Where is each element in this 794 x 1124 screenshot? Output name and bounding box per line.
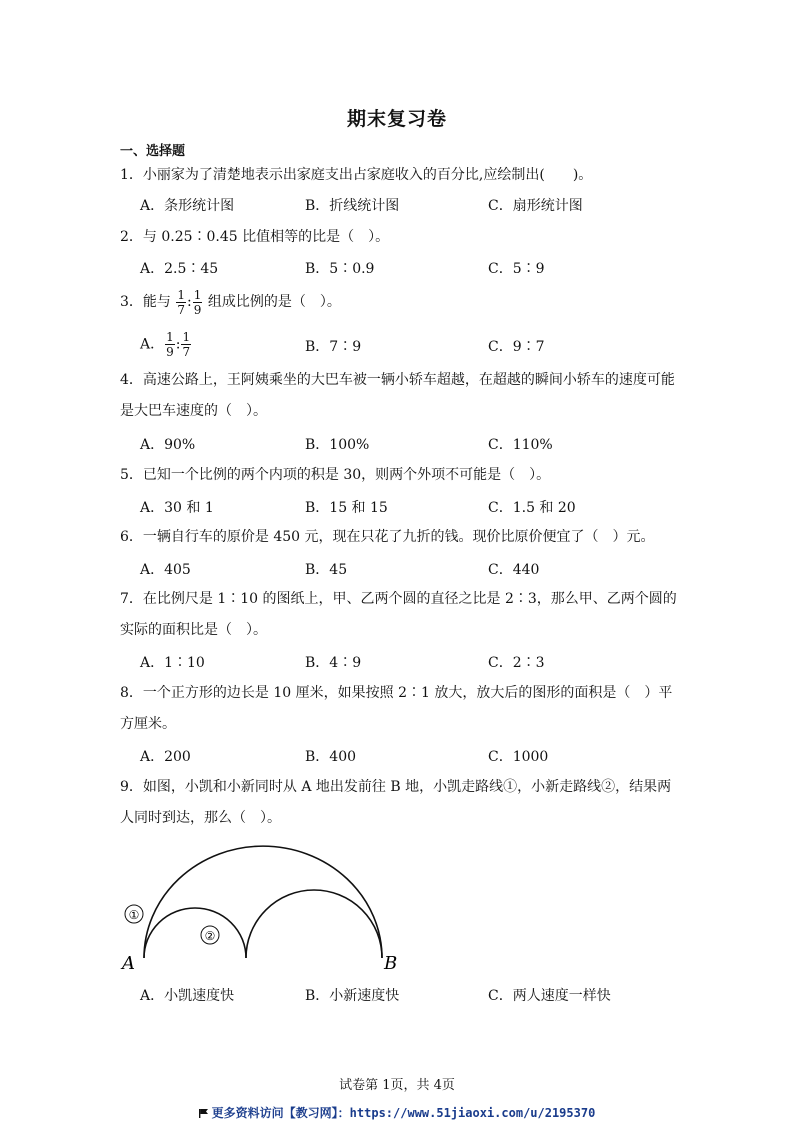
- flag-icon: [199, 1109, 208, 1118]
- option-a[interactable]: A．小凯速度快: [140, 988, 235, 1004]
- option-c[interactable]: C．110%: [488, 437, 553, 453]
- option-c[interactable]: C．5∶9: [488, 261, 545, 277]
- question-3-prefix: 3．能与: [120, 294, 171, 310]
- option-c[interactable]: C．440: [488, 562, 540, 578]
- point-b-label: B: [384, 953, 398, 973]
- question-9-options: [140, 985, 660, 1007]
- question-2-options: [140, 258, 660, 280]
- option-b[interactable]: B．5∶0.9: [305, 261, 375, 277]
- route-1-arc: [144, 846, 382, 958]
- fraction: $\frac{1}{9}$: [193, 287, 202, 317]
- option-b[interactable]: B．4∶9: [305, 655, 362, 671]
- option-b[interactable]: B．7∶9: [305, 339, 362, 355]
- question-5: 5．已知一个比例的两个内项的积是 30，则两个外项不可能是（ ）。: [120, 467, 551, 483]
- question-1: 1．小丽家为了清楚地表示出家庭支出占家庭收入的百分比,应绘制出( )。: [120, 167, 593, 183]
- page-title: 期末复习卷: [346, 108, 447, 130]
- option-a[interactable]: A．条形统计图: [140, 198, 235, 214]
- fraction: $\frac{1}{7}$: [177, 287, 186, 317]
- option-c[interactable]: C．1.5 和 20: [488, 500, 576, 516]
- question-7-options: [140, 652, 660, 674]
- question-8: 8．一个正方形的边长是 10 厘米，如果按照 2∶1 放大，放大后的图形的面积是（ ）平方厘米。: [120, 685, 673, 732]
- question-8-options: [140, 746, 660, 768]
- option-a[interactable]: A．30 和 1: [140, 500, 214, 516]
- page-number: 试卷第 1页，共 4页: [339, 1078, 455, 1093]
- question-7: 7．在比例尺是 1∶10 的图纸上，甲、乙两个圆的直径之比是 2∶3，那么甲、乙两个圆的实际的面积比是（ ）。: [120, 591, 677, 638]
- point-a-label: A: [122, 953, 135, 973]
- option-b[interactable]: B．折线统计图: [305, 198, 400, 214]
- option-c[interactable]: C．9∶7: [488, 339, 545, 355]
- fraction: $\frac{1}{7}$: [182, 330, 191, 359]
- option-b[interactable]: B．100%: [305, 437, 370, 453]
- question-6-options: [140, 559, 660, 581]
- option-b[interactable]: B．400: [305, 749, 357, 765]
- option-a[interactable]: A． $\frac{1}{9}$ : $\frac{1}{7}$: [140, 330, 191, 359]
- option-a[interactable]: A．2.5∶45: [140, 261, 219, 277]
- route-2-arc-left: [144, 908, 246, 958]
- option-c[interactable]: C．扇形统计图: [488, 198, 583, 214]
- fraction: $\frac{1}{9}$: [166, 330, 174, 359]
- option-c[interactable]: C．1000: [488, 749, 549, 765]
- question-4: 4．高速公路上，王阿姨乘坐的大巴车被一辆小轿车超越，在超越的瞬间小轿车的速度可能是大巴车速度的（ ）。: [120, 372, 675, 419]
- option-c[interactable]: C．2∶3: [488, 655, 545, 671]
- option-c[interactable]: C．两人速度一样快: [488, 988, 611, 1004]
- route-1-label: ①: [128, 908, 140, 922]
- route-diagram: [118, 838, 418, 973]
- question-3-suffix: 组成比例的是（ ）。: [207, 294, 341, 310]
- question-5-options: [140, 497, 660, 519]
- route-2-label: ②: [204, 929, 216, 943]
- section-heading: 一、选择题: [120, 144, 186, 159]
- question-4-options: [140, 434, 660, 456]
- option-a[interactable]: A．405: [140, 562, 191, 578]
- option-a[interactable]: A．200: [140, 749, 191, 765]
- question-3-options: [140, 330, 660, 366]
- question-6: 6．一辆自行车的原价是 450 元，现在只花了九折的钱。现价比原价便宜了（ ）元。: [120, 529, 655, 545]
- question-1-options: [140, 195, 660, 217]
- option-a[interactable]: A．90%: [140, 437, 196, 453]
- option-a[interactable]: A．1∶10: [140, 655, 205, 671]
- option-b[interactable]: B．15 和 15: [305, 500, 388, 516]
- option-b[interactable]: B．45: [305, 562, 348, 578]
- option-b[interactable]: B．小新速度快: [305, 988, 400, 1004]
- question-2: 2．与 0.25∶0.45 比值相等的比是（ ）。: [120, 229, 390, 245]
- question-9: 9．如图，小凯和小新同时从 A 地出发前往 B 地，小凯走路线①，小新走路线②，结果两人同时到达，那么（ ）。: [120, 779, 672, 826]
- route-2-arc-right: [246, 890, 382, 958]
- resource-link[interactable]: 更多资料访问【教习网】：https://www.51jiaoxi.com/u/2195370: [0, 1104, 794, 1121]
- question-3: 3．能与 $\frac{1}{7}$ : $\frac{1}{9}$ 组成比例的是（ ）。: [120, 287, 341, 317]
